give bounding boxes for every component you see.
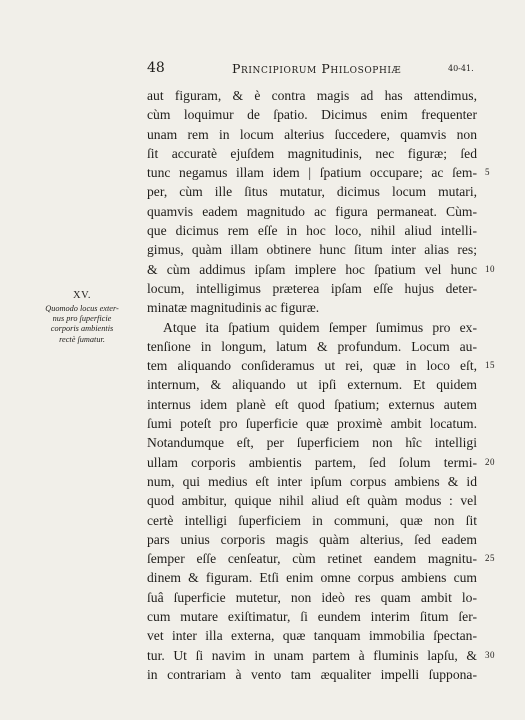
section-number: XV.	[73, 290, 91, 301]
text-line: in contrariam à vento tam æqualiter impelli ſuppona-	[147, 666, 477, 682]
text-line: Notandumque eſt, per ſuperficiem non hîc intelligi	[147, 435, 477, 451]
text-line: tenſione in longum, latum & profundum. Locum au-	[147, 338, 477, 354]
text-line: & cùm addimus ipſam implere hoc ſpatium vel hunc	[147, 261, 477, 277]
line-number: 20	[485, 456, 495, 467]
page-range: 40-41.	[448, 64, 474, 73]
text-line: locum, intelligimus præterea ipſam eſſe hujus deter-	[147, 280, 477, 296]
line-number: 30	[485, 649, 495, 660]
line-number: 25	[485, 553, 495, 564]
text-line: per, cùm ille ſitus mutatur, dicimus locum mutari,	[147, 184, 477, 200]
line-number: 15	[485, 360, 495, 371]
text-line: pars unius corporis magis quàm alterius, ſed eadem	[147, 531, 477, 547]
text-line: vet inter illa externa, quæ tanquam immobilia ſpectan-	[147, 628, 477, 644]
text-line: ſemper eſſe cenſeatur, cùm retinet eandem magnitu-	[147, 551, 477, 567]
text-line: quod ambitur, quique nihil aliud eſt quàm modus : vel	[147, 493, 477, 509]
text-line: quamvis eadem magnitudo ac figura permaneat. Cùm-	[147, 203, 477, 219]
text-line: internum, & aliquando ut ipſi externum. Et quidem	[147, 377, 477, 393]
text-line: unam rem in locum alterius ſuccedere, quamvis non	[147, 126, 477, 142]
page-header	[0, 60, 525, 80]
margin-gloss-line: rectè ſumatur.	[59, 334, 105, 344]
text-line: tur. Ut ſi navim in unam partem à fluminis lapſu, &	[147, 647, 477, 663]
page-number: 48	[147, 60, 165, 76]
line-number: 10	[485, 263, 495, 274]
text-line: internus idem planè eſt quod ſpatium; externus autem	[147, 396, 477, 412]
text-line: dinem & figuram. Etſi enim omne corpus ambiens cum	[147, 570, 477, 586]
text-line: que dicimus rem eſſe in hoc loco, nihil aliud intelli-	[147, 223, 477, 239]
margin-gloss-line: Quomodo locus exter-	[45, 304, 119, 313]
margin-gloss-line: corporis ambientis	[50, 324, 114, 334]
text-line: certè intelligi ſuperficiem in communi, quæ non ſit	[147, 512, 477, 528]
margin-note	[28, 290, 136, 345]
text-line: cum mutare exiſtimatur, ſi eundem interim ſitum ſer-	[147, 609, 477, 625]
text-line: ſit accuratè ejuſdem magnitudinis, nec figuræ; ſed	[147, 145, 477, 161]
text-line: Atque ita ſpatium quidem ſemper ſumimus pro ex-	[163, 319, 477, 335]
text-line: tunc negamus illam idem | ſpatium occupare; ac ſem-	[147, 165, 477, 181]
body-text	[147, 86, 495, 684]
text-line: ſuâ ſuperficie mutetur, non ideò res quam ambit lo-	[147, 589, 477, 605]
margin-gloss-line: nus pro ſuperficie	[52, 314, 112, 324]
text-line: tem aliquando conſideramus ut rei, quæ in loco eſt,	[147, 358, 477, 374]
line-number: 5	[485, 167, 490, 178]
text-line: aut figuram, & è contra magis ad has attendimus,	[147, 88, 477, 103]
text-line: ſumi poteſt pro ſuperficie quæ proximè ambit locatum.	[147, 416, 477, 432]
text-line: gimus, quàm illam obtinere hunc ſitum inter alias res;	[147, 242, 477, 258]
text-line: minatæ magnitudinis ac figuræ.	[147, 300, 320, 316]
text-line: cùm loquimur de ſpatio. Dicimus enim frequenter	[147, 107, 477, 123]
running-title: Principiorum Philosophiæ	[232, 61, 402, 76]
text-line: num, qui medius eſt inter ipſum corpus ambiens & id	[147, 473, 477, 489]
text-line: ullam corporis ambientis partem, ſed ſolum termi-	[147, 454, 477, 470]
